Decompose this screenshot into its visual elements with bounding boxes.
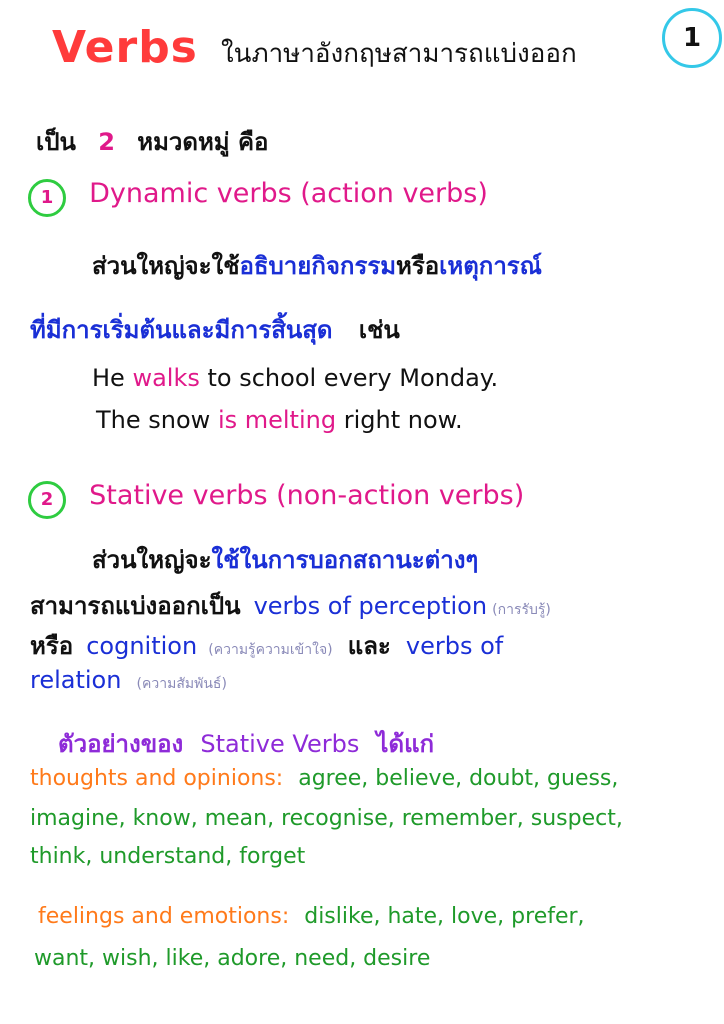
section1-desc-b: อธิบายกิจกรรม (239, 252, 397, 280)
feelings-line1 (38, 904, 585, 929)
section2-heading-line (28, 480, 524, 519)
thoughts-label: thoughts and opinions: (30, 766, 284, 791)
section2-desc4-b: (ความสัมพันธ์) (136, 676, 227, 692)
examples-heading-c: ได้แก่ (376, 730, 435, 758)
section2-desc2-b: verbs of perception (253, 592, 488, 620)
intro-b: หมวดหมู่ คือ (137, 128, 269, 156)
examples-heading (58, 724, 434, 763)
title-verbs: Verbs (52, 22, 198, 73)
section2-desc-line2 (30, 586, 551, 625)
section1-desc2-b: เช่น (358, 316, 400, 344)
thoughts-line3: think, understand, forget (30, 844, 306, 869)
thoughts-list-1: agree, believe, doubt, guess, (298, 766, 619, 791)
intro-a: เป็น (36, 128, 76, 156)
section2-heading: Stative verbs (non-action verbs) (89, 480, 525, 511)
section2-desc-line1 (92, 540, 478, 579)
example-sentence-1 (92, 364, 498, 392)
section2-number: 2 (28, 481, 66, 519)
section1-desc-line1 (92, 246, 542, 285)
feelings-list-1: dislike, hate, love, prefer, (304, 904, 585, 929)
section2-desc4-a: relation (30, 666, 122, 694)
ex2-a: The snow (96, 406, 211, 434)
section1-desc-a: ส่วนใหญ่จะใช้ (92, 252, 240, 280)
section2-desc3-c: (ความรู้ความเข้าใจ) (208, 642, 333, 658)
section2-desc3-d: และ (347, 632, 391, 660)
thoughts-line2: imagine, know, mean, recognise, remember, suspect, (30, 806, 623, 831)
section2-desc3-a: หรือ (30, 632, 74, 660)
section1-desc-d: เหตุการณ์ (439, 252, 542, 280)
section2-desc-line4 (30, 666, 227, 695)
feelings-label: feelings and emotions: (38, 904, 290, 929)
ex1-verb: walks (132, 364, 200, 392)
examples-heading-a: ตัวอย่างของ (58, 730, 184, 758)
section1-heading-line (28, 178, 488, 217)
section2-desc-a: ส่วนใหญ่จะ (92, 546, 212, 574)
ex2-verb: is melting (217, 406, 337, 434)
section1-number: 1 (28, 179, 66, 217)
section1-desc-line2 (30, 310, 400, 349)
section2-desc3-b: cognition (86, 632, 198, 660)
section1-heading: Dynamic verbs (action verbs) (89, 178, 488, 209)
section1-desc2-a: ที่มีการเริ่มต้นและมีการสิ้นสุด (30, 316, 333, 344)
section2-desc3-e: verbs of (405, 632, 504, 660)
section2-desc2-a: สามารถแบ่งออกเป็น (30, 592, 241, 620)
example-sentence-2 (96, 406, 463, 434)
section2-desc-line3 (30, 626, 503, 665)
section2-desc-b: ใช้ในการบอกสถานะต่างๆ (211, 546, 479, 574)
feelings-line2: want, wish, like, adore, need, desire (34, 946, 431, 971)
thoughts-line1 (30, 766, 618, 791)
section1-desc-c: หรือ (396, 252, 440, 280)
title-line (52, 22, 577, 74)
title-thai: ในภาษาอังกฤษสามารถแบ่งออก (220, 39, 577, 69)
intro-line (36, 122, 268, 161)
ex1-c: to school every Monday. (207, 364, 499, 392)
section2-desc2-c: (การรับรู้) (492, 602, 551, 618)
ex2-c: right now. (343, 406, 463, 434)
examples-heading-b: Stative Verbs (200, 730, 360, 758)
ex1-a: He (92, 364, 125, 392)
page-number-badge: 1 (662, 8, 722, 68)
intro-num: 2 (98, 128, 115, 156)
